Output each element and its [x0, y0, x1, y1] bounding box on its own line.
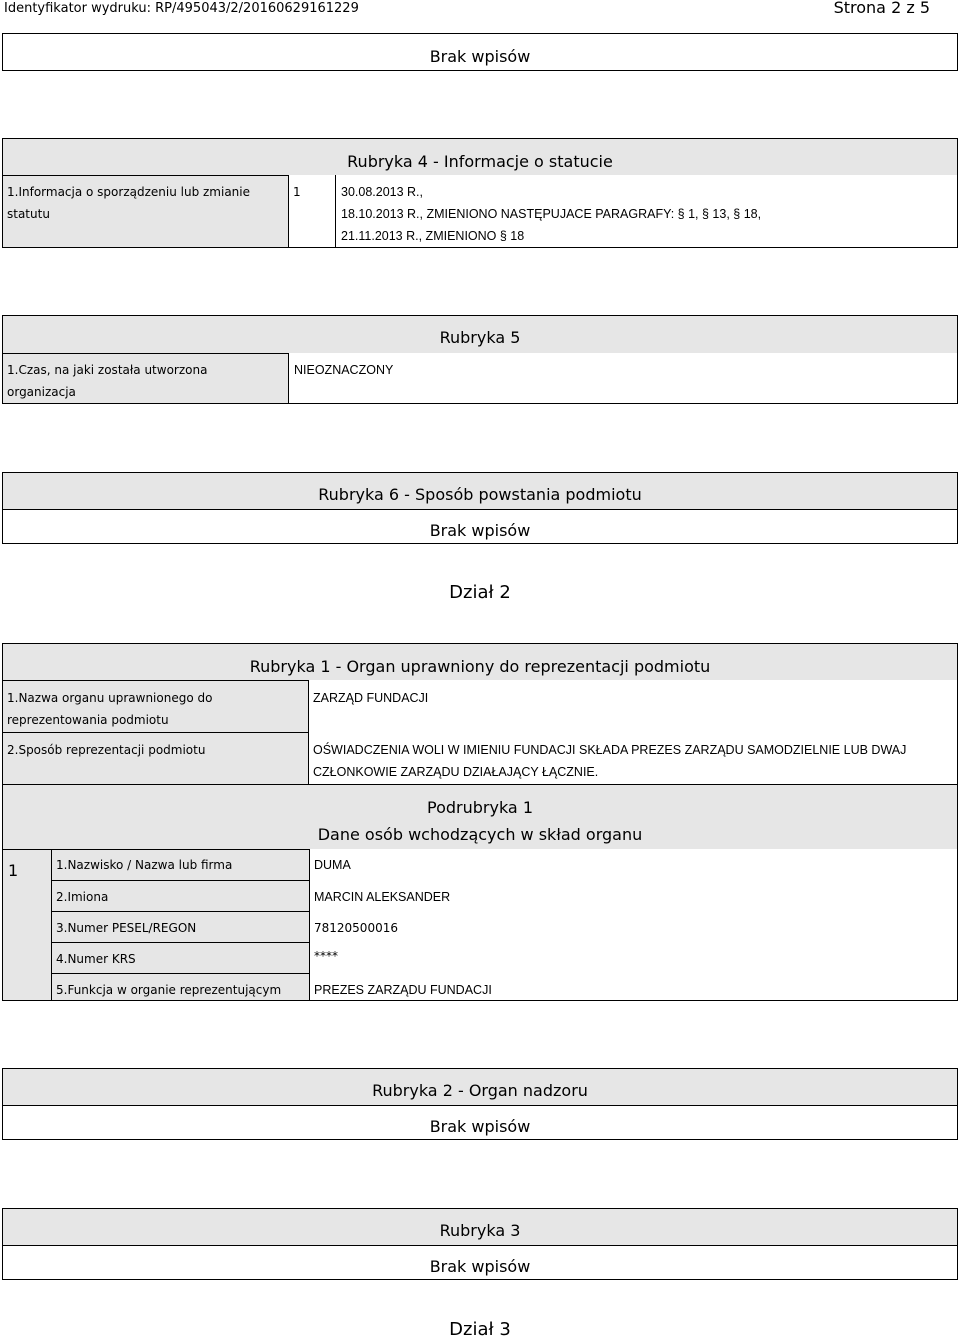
podrubryka-subtitle: Dane osób wchodzących w skład organu	[317, 825, 643, 844]
member-pesel-label: 3.Numer PESEL/REGON	[56, 921, 197, 935]
member-function-value: PREZES ZARZĄDU FUNDACJI	[314, 983, 492, 997]
rubryka-4-entry-number: 1	[293, 185, 301, 199]
member-pesel-value-cell	[309, 911, 957, 942]
rubryka-5-title: Rubryka 5	[439, 328, 521, 347]
member-entry-number: 1	[8, 861, 19, 880]
print-identifier: Identyfikator wydruku: RP/495043/2/20160629161229	[4, 1, 359, 16]
no-entries-text: Brak wpisów	[429, 1117, 531, 1136]
member-function-label: 5.Funkcja w organie reprezentującym	[56, 983, 282, 997]
member-krs-label: 4.Numer KRS	[56, 952, 136, 966]
organ-name-label: 1.Nazwa organu uprawnionego do reprezentowania podmiotu	[7, 691, 213, 727]
member-firstnames-label: 2.Imiona	[56, 890, 109, 904]
rubryka-3-body	[3, 1245, 957, 1279]
rubryka-5-section	[2, 315, 958, 404]
member-name-value-cell	[309, 849, 957, 880]
member-name-value: DUMA	[314, 858, 351, 872]
podrubryka-title: Podrubryka 1	[427, 798, 533, 817]
organ-reprezentacji-section	[2, 643, 958, 1001]
rubryka-4-label: 1.Informacja o sporządzeniu lub zmianie statutu	[7, 185, 251, 221]
rubryka-3-section	[2, 1208, 958, 1280]
member-name-label: 1.Nazwisko / Nazwa lub firma	[56, 858, 233, 872]
rubryka-3-title: Rubryka 3	[439, 1221, 521, 1240]
rubryka-6-title: Rubryka 6 - Sposób powstania podmiotu	[318, 485, 642, 504]
organ-nadzoru-title: Rubryka 2 - Organ nadzoru	[372, 1081, 588, 1100]
rubryka-4-section	[2, 138, 958, 248]
rubryka-4-value: 30.08.2013 R., 18.10.2013 R., ZMIENIONO NASTĘPUJACE PARAGRAFY: § 1, § 13, § 18, 21.11.2013 R., ZMIENIONO § 18	[341, 185, 762, 243]
member-table	[52, 849, 957, 1000]
no-entries-text: Brak wpisów	[429, 521, 531, 540]
rubryka-6-body	[3, 509, 957, 543]
member-krs-value: ****	[314, 949, 338, 963]
organ-reprezentacji-title: Rubryka 1 - Organ uprawniony do reprezentacji podmiotu	[249, 657, 711, 676]
member-firstnames-value: MARCIN ALEKSANDER	[314, 890, 451, 904]
no-entries-text: Brak wpisów	[429, 1257, 531, 1276]
no-entries-text: Brak wpisów	[429, 47, 531, 66]
rubryka-5-value: NIEOZNACZONY	[294, 363, 394, 377]
section-dzial-3-heading: Dział 3	[449, 1319, 511, 1340]
section-dzial-2-heading: Dział 2	[449, 582, 511, 603]
section-continued-box	[2, 33, 958, 71]
organ-name-value: ZARZĄD FUNDACJI	[313, 691, 429, 705]
organ-nadzoru-section	[2, 1068, 958, 1140]
page-number: Strona 2 z 5	[833, 0, 930, 17]
member-pesel-value: 78120500016	[314, 921, 398, 935]
representation-method-value: OŚWIADCZENIA WOLI W IMIENIU FUNDACJI SKŁADA PREZES ZARZĄDU SAMODZIELNIE LUB DWAJ CZŁONKOWIE ZARZĄDU DZIAŁAJĄCY ŁĄCZNIE.	[313, 743, 907, 779]
rubryka-5-label: 1.Czas, na jaki została utworzona organizacja	[7, 363, 208, 399]
rubryka-4-title: Rubryka 4 - Informacje o statucie	[347, 152, 613, 171]
member-krs-value-cell	[309, 942, 957, 973]
organ-nadzoru-body	[3, 1105, 957, 1139]
representation-method-label: 2.Sposób reprezentacji podmiotu	[7, 743, 206, 757]
rubryka-6-section	[2, 472, 958, 544]
